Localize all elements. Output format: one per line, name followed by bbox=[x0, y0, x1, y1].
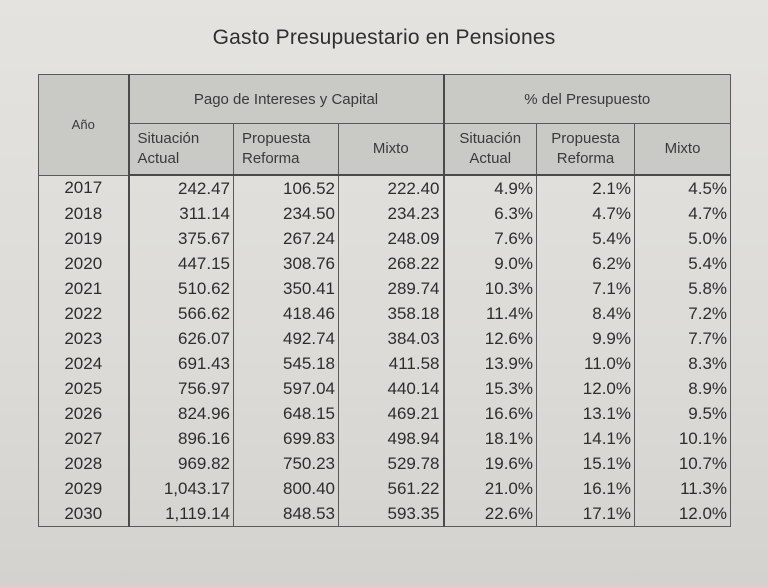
year-cell: 2019 bbox=[39, 226, 129, 251]
current-percent-cell: 10.3% bbox=[444, 276, 537, 301]
reform-percent-cell: 4.7% bbox=[537, 201, 635, 226]
mixed-percent-cell: 10.1% bbox=[635, 426, 731, 451]
mixed-percent-cell: 5.0% bbox=[635, 226, 731, 251]
mixed-percent-cell: 7.7% bbox=[635, 326, 731, 351]
reform-payment-cell: 597.04 bbox=[234, 376, 339, 401]
reform-percent-cell: 11.0% bbox=[537, 351, 635, 376]
year-column-header: Año bbox=[39, 75, 129, 176]
mixed-percent-cell: 10.7% bbox=[635, 451, 731, 476]
current-payment-cell: 756.97 bbox=[129, 376, 234, 401]
group-header-payments: Pago de Intereses y Capital bbox=[129, 75, 444, 124]
current-payment-cell: 375.67 bbox=[129, 226, 234, 251]
subheader-reform-percent: Propuesta Reforma bbox=[537, 124, 635, 176]
table-body bbox=[39, 175, 731, 527]
reform-percent-cell: 13.1% bbox=[537, 401, 635, 426]
mixed-percent-cell: 9.5% bbox=[635, 401, 731, 426]
subheader-mixed-percent: Mixto bbox=[635, 124, 731, 176]
mixed-percent-cell: 8.9% bbox=[635, 376, 731, 401]
table-row bbox=[39, 251, 731, 276]
page-title: Gasto Presupuestario en Pensiones bbox=[212, 26, 556, 49]
mixed-percent-cell: 5.4% bbox=[635, 251, 731, 276]
mixed-payment-cell: 529.78 bbox=[339, 451, 444, 476]
mixed-payment-cell: 498.94 bbox=[339, 426, 444, 451]
reform-percent-cell: 8.4% bbox=[537, 301, 635, 326]
current-payment-cell: 824.96 bbox=[129, 401, 234, 426]
table-row bbox=[39, 301, 731, 326]
current-percent-cell: 12.6% bbox=[444, 326, 537, 351]
mixed-percent-cell: 4.5% bbox=[635, 175, 731, 201]
reform-payment-cell: 699.83 bbox=[234, 426, 339, 451]
current-percent-cell: 4.9% bbox=[444, 175, 537, 201]
mixed-payment-cell: 561.22 bbox=[339, 476, 444, 501]
reform-payment-cell: 267.24 bbox=[234, 226, 339, 251]
year-cell: 2020 bbox=[39, 251, 129, 276]
year-cell: 2021 bbox=[39, 276, 129, 301]
reform-percent-cell: 15.1% bbox=[537, 451, 635, 476]
table-row bbox=[39, 476, 731, 501]
reform-payment-cell: 106.52 bbox=[234, 175, 339, 201]
table-row bbox=[39, 376, 731, 401]
reform-percent-cell: 9.9% bbox=[537, 326, 635, 351]
current-payment-cell: 896.16 bbox=[129, 426, 234, 451]
mixed-percent-cell: 5.8% bbox=[635, 276, 731, 301]
mixed-percent-cell: 11.3% bbox=[635, 476, 731, 501]
mixed-payment-cell: 469.21 bbox=[339, 401, 444, 426]
mixed-percent-cell: 7.2% bbox=[635, 301, 731, 326]
reform-percent-cell: 17.1% bbox=[537, 501, 635, 527]
reform-payment-cell: 234.50 bbox=[234, 201, 339, 226]
table-row bbox=[39, 351, 731, 376]
subheader-current-percent: Situación Actual bbox=[444, 124, 537, 176]
reform-percent-cell: 6.2% bbox=[537, 251, 635, 276]
current-percent-cell: 6.3% bbox=[444, 201, 537, 226]
year-cell: 2027 bbox=[39, 426, 129, 451]
reform-percent-cell: 12.0% bbox=[537, 376, 635, 401]
current-payment-cell: 311.14 bbox=[129, 201, 234, 226]
current-payment-cell: 626.07 bbox=[129, 326, 234, 351]
year-cell: 2028 bbox=[39, 451, 129, 476]
reform-payment-cell: 750.23 bbox=[234, 451, 339, 476]
reform-payment-cell: 800.40 bbox=[234, 476, 339, 501]
table-row bbox=[39, 426, 731, 451]
reform-percent-cell: 16.1% bbox=[537, 476, 635, 501]
table-row bbox=[39, 276, 731, 301]
table-row bbox=[39, 401, 731, 426]
current-payment-cell: 1,119.14 bbox=[129, 501, 234, 527]
reform-payment-cell: 350.41 bbox=[234, 276, 339, 301]
year-cell: 2017 bbox=[39, 175, 129, 201]
reform-percent-cell: 2.1% bbox=[537, 175, 635, 201]
current-payment-cell: 566.62 bbox=[129, 301, 234, 326]
reform-percent-cell: 5.4% bbox=[537, 226, 635, 251]
reform-payment-cell: 545.18 bbox=[234, 351, 339, 376]
current-percent-cell: 11.4% bbox=[444, 301, 537, 326]
mixed-percent-cell: 12.0% bbox=[635, 501, 731, 527]
current-percent-cell: 9.0% bbox=[444, 251, 537, 276]
current-percent-cell: 19.6% bbox=[444, 451, 537, 476]
group-header-budget-percent: % del Presupuesto bbox=[444, 75, 731, 124]
table-row bbox=[39, 326, 731, 351]
mixed-percent-cell: 8.3% bbox=[635, 351, 731, 376]
year-cell: 2030 bbox=[39, 501, 129, 527]
mixed-payment-cell: 289.74 bbox=[339, 276, 444, 301]
current-percent-cell: 18.1% bbox=[444, 426, 537, 451]
current-percent-cell: 13.9% bbox=[444, 351, 537, 376]
current-percent-cell: 21.0% bbox=[444, 476, 537, 501]
mixed-payment-cell: 411.58 bbox=[339, 351, 444, 376]
table-row bbox=[39, 175, 731, 201]
reform-payment-cell: 648.15 bbox=[234, 401, 339, 426]
current-payment-cell: 691.43 bbox=[129, 351, 234, 376]
year-cell: 2022 bbox=[39, 301, 129, 326]
current-payment-cell: 1,043.17 bbox=[129, 476, 234, 501]
reform-percent-cell: 7.1% bbox=[537, 276, 635, 301]
mixed-percent-cell: 4.7% bbox=[635, 201, 731, 226]
year-cell: 2018 bbox=[39, 201, 129, 226]
mixed-payment-cell: 358.18 bbox=[339, 301, 444, 326]
current-payment-cell: 242.47 bbox=[129, 175, 234, 201]
table-row bbox=[39, 501, 731, 527]
reform-percent-cell: 14.1% bbox=[537, 426, 635, 451]
mixed-payment-cell: 593.35 bbox=[339, 501, 444, 527]
current-percent-cell: 16.6% bbox=[444, 401, 537, 426]
year-cell: 2026 bbox=[39, 401, 129, 426]
reform-payment-cell: 492.74 bbox=[234, 326, 339, 351]
mixed-payment-cell: 384.03 bbox=[339, 326, 444, 351]
year-cell: 2023 bbox=[39, 326, 129, 351]
mixed-payment-cell: 234.23 bbox=[339, 201, 444, 226]
table-row bbox=[39, 201, 731, 226]
reform-payment-cell: 308.76 bbox=[234, 251, 339, 276]
mixed-payment-cell: 440.14 bbox=[339, 376, 444, 401]
reform-payment-cell: 418.46 bbox=[234, 301, 339, 326]
mixed-payment-cell: 248.09 bbox=[339, 226, 444, 251]
current-percent-cell: 15.3% bbox=[444, 376, 537, 401]
current-payment-cell: 447.15 bbox=[129, 251, 234, 276]
subheader-reform-payments: Propuesta Reforma bbox=[234, 124, 339, 176]
pension-budget-table bbox=[38, 74, 731, 527]
year-cell: 2024 bbox=[39, 351, 129, 376]
current-percent-cell: 7.6% bbox=[444, 226, 537, 251]
subheader-current-payments: Situación Actual bbox=[129, 124, 234, 176]
current-percent-cell: 22.6% bbox=[444, 501, 537, 527]
mixed-payment-cell: 222.40 bbox=[339, 175, 444, 201]
year-cell: 2025 bbox=[39, 376, 129, 401]
year-cell: 2029 bbox=[39, 476, 129, 501]
table-row bbox=[39, 451, 731, 476]
table-row bbox=[39, 226, 731, 251]
current-payment-cell: 510.62 bbox=[129, 276, 234, 301]
subheader-mixed-payments: Mixto bbox=[339, 124, 444, 176]
reform-payment-cell: 848.53 bbox=[234, 501, 339, 527]
current-payment-cell: 969.82 bbox=[129, 451, 234, 476]
mixed-payment-cell: 268.22 bbox=[339, 251, 444, 276]
